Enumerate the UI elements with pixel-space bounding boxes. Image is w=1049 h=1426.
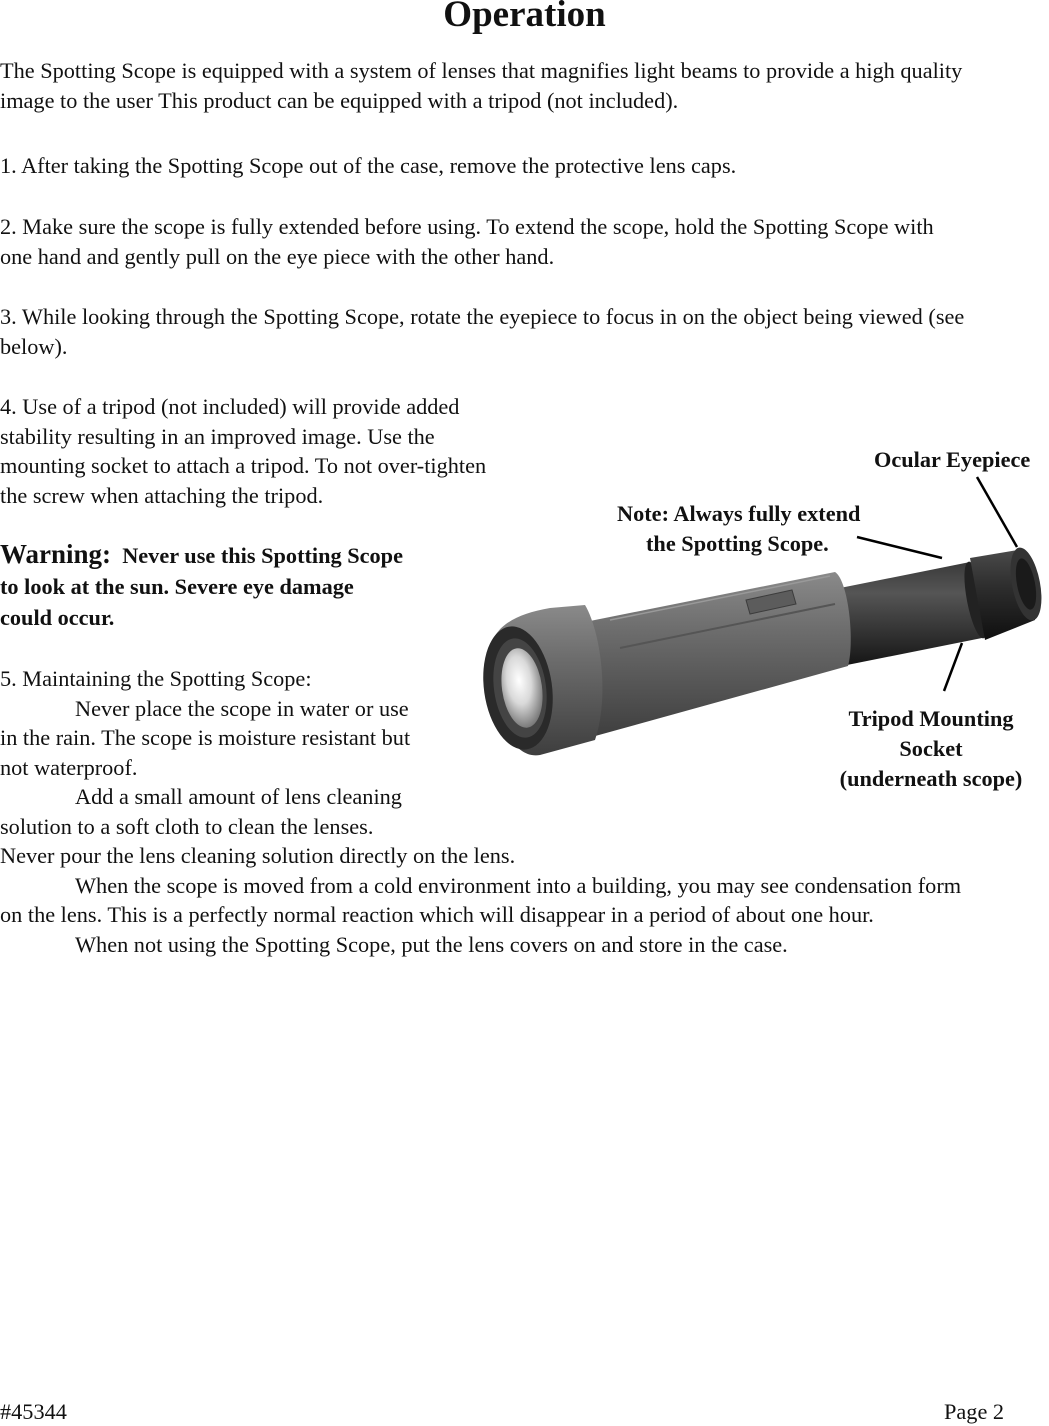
step-4-line-1: 4. Use of a tripod (not included) will provide added	[0, 394, 460, 419]
warning-line-3: could occur.	[0, 605, 115, 630]
intro-line-1: The Spotting Scope is equipped with a system of lenses that magnifies light beams to provide a high quality	[0, 58, 963, 83]
step-4-line-3: mounting socket to attach a tripod. To not over-tighten	[0, 453, 487, 478]
step-5-line: solution to a soft cloth to clean the lenses.	[0, 813, 374, 839]
step-3	[0, 302, 964, 361]
step-5-line: not waterproof.	[0, 754, 138, 780]
note-callout	[617, 499, 860, 559]
step-2	[0, 212, 934, 271]
step-2-line-1: 2. Make sure the scope is fully extended before using. To extend the scope, hold the Spotting Scope with	[0, 214, 934, 239]
step-5-line: Add a small amount of lens cleaning	[75, 784, 402, 809]
scope-tube	[830, 560, 992, 666]
step-4	[0, 392, 486, 510]
tripod-socket-label	[828, 704, 1034, 794]
intro-line-2: image to the user This product can be equipped with a tripod (not included).	[0, 87, 679, 113]
page-title: Operation	[443, 0, 606, 35]
step-5-line: in the rain. The scope is moisture resistant but	[0, 725, 411, 750]
warning-block	[0, 539, 403, 633]
objective-lens-housing	[476, 605, 603, 755]
tripod-line-3: (underneath scope)	[839, 766, 1023, 791]
warning-line-2: to look at the sun. Severe eye damage	[0, 574, 354, 599]
step-5-line: on the lens. This is a perfectly normal reaction which will disappear in a period of about one hour.	[0, 902, 874, 927]
tripod-line-1: Tripod Mounting	[848, 706, 1014, 731]
step-3-line-2: below).	[0, 333, 68, 359]
ocular-eyepiece-label: Ocular Eyepiece	[874, 447, 1031, 472]
step-1: 1. After taking the Spotting Scope out of the case, remove the protective lens caps.	[0, 153, 737, 178]
item-number: #45344	[0, 1399, 67, 1424]
step-5-heading: 5. Maintaining the Spotting Scope:	[0, 666, 312, 691]
page-number: Page 2	[944, 1399, 1005, 1424]
note-line-2: the Spotting Scope.	[646, 531, 829, 556]
step-4-line-2: stability resulting in an improved image. Use the	[0, 423, 435, 449]
tripod-line-2: Socket	[899, 736, 963, 761]
step-4-line-4: the screw when attaching the tripod.	[0, 482, 324, 508]
step-5-line: Never pour the lens cleaning solution directly on the lens.	[0, 843, 516, 868]
warning-line-1: Never use this Spotting Scope	[122, 543, 403, 568]
step-3-line-1: 3. While looking through the Spotting Scope, rotate the eyepiece to focus in on the object being viewed (see	[0, 304, 965, 329]
intro-paragraph	[0, 56, 962, 115]
step-5-line: Never place the scope in water or use	[75, 695, 409, 721]
note-line-1: Note: Always fully extend	[617, 501, 861, 526]
warning-label: Warning:	[0, 539, 112, 569]
step-2-line-2: one hand and gently pull on the eye piece with the other hand.	[0, 243, 555, 269]
scope-body	[565, 572, 851, 738]
step-5-line: When not using the Spotting Scope, put the lens covers on and store in the case.	[75, 931, 788, 957]
step-5-line: When the scope is moved from a cold environment into a building, you may see condensation form	[75, 872, 962, 898]
